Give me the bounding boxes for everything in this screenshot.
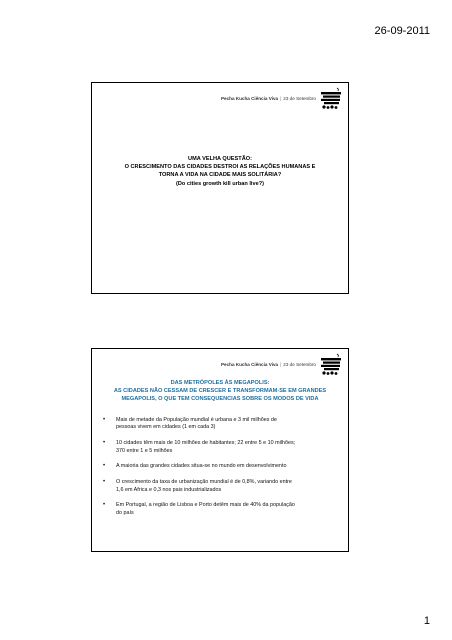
bullet-item	[102, 463, 334, 470]
bullet-line: Em Portugal, a região de Lisboa e Porto detêm mais de 40% da população	[116, 502, 295, 509]
title-line: TORNA A VIDA NA CIDADE MAIS SOLITÁRIA?	[158, 172, 282, 179]
title-line: UMA VELHA QUESTÃO:	[188, 156, 252, 162]
slide-header	[221, 353, 342, 377]
event-name: Pecha Kucha Ciência Viva	[220, 96, 279, 101]
event-date: 23 de Setembro	[283, 96, 316, 101]
bullet-line: do país	[116, 509, 134, 516]
slide-header	[221, 87, 342, 111]
title-line: O CRESCIMENTO DAS CIDADES DESTROI AS RELAÇÕES HUMANAS E	[124, 164, 316, 171]
bullet-list	[102, 417, 334, 526]
event-name: Pecha Kucha Ciência Viva	[220, 362, 279, 367]
title-line: (Do cities growth kill urban live?)	[176, 180, 264, 187]
bullet-item	[102, 502, 334, 517]
title-line: MEGAPOLIS, O QUE TEM CONSEQUENCIAS SOBRE OS MODOS DE VIDA	[121, 396, 319, 402]
bullet-line: 1,6 em Africa e 0,3 nos pais industrializados	[116, 486, 222, 493]
bullet-line: pessoas vivem em cidades (1 em cada 3)	[116, 424, 216, 431]
slide-2	[91, 348, 349, 552]
bullet-dot-icon: •	[103, 479, 106, 486]
bullet-line: A maioria das grandes cidades situa-se no mundo em desenvolvimento	[116, 463, 287, 470]
slide-1	[91, 82, 349, 294]
title-line: DAS METRÓPOLES ÀS MEGAPOLIS:	[170, 380, 270, 386]
header-separator: |	[280, 362, 282, 367]
bullet-dot-icon: •	[103, 463, 106, 470]
bullet-line: 370 entre 1 e 5 milhões	[116, 447, 173, 454]
bullet-dot-icon: •	[103, 502, 106, 509]
page-number: 1	[423, 615, 430, 627]
bullet-item	[102, 440, 334, 455]
noite-dos-investigadores-logo-icon	[320, 353, 342, 377]
page-date: 26-09-2011	[374, 25, 430, 37]
event-date: 23 de Setembro	[283, 362, 316, 367]
slide-title	[96, 379, 344, 403]
bullet-line: Mais de metade da População mundial é urbana e 3 mil milhões de	[116, 417, 277, 423]
bullet-item	[102, 417, 334, 432]
header-separator: |	[280, 96, 282, 101]
slide-title	[102, 155, 338, 188]
bullet-line: 10 cidades têm mais de 10 milhões de habitantes; 22 entre 5 e 10 milhões;	[116, 440, 296, 447]
bullet-dot-icon: •	[103, 440, 106, 447]
slide-header-text	[221, 96, 316, 101]
bullet-item	[102, 479, 334, 494]
bullet-dot-icon: •	[103, 417, 106, 423]
slide-header-text	[221, 362, 316, 367]
noite-dos-investigadores-logo-icon	[320, 87, 342, 111]
bullet-line: O crescimento da taxa de urbanização mundial é de 0,8%, variando entre	[116, 479, 292, 486]
title-line: AS CIDADES NÃO CESSAM DE CRESCER E TRANSFORMAM-SE EM GRANDES	[113, 388, 327, 394]
